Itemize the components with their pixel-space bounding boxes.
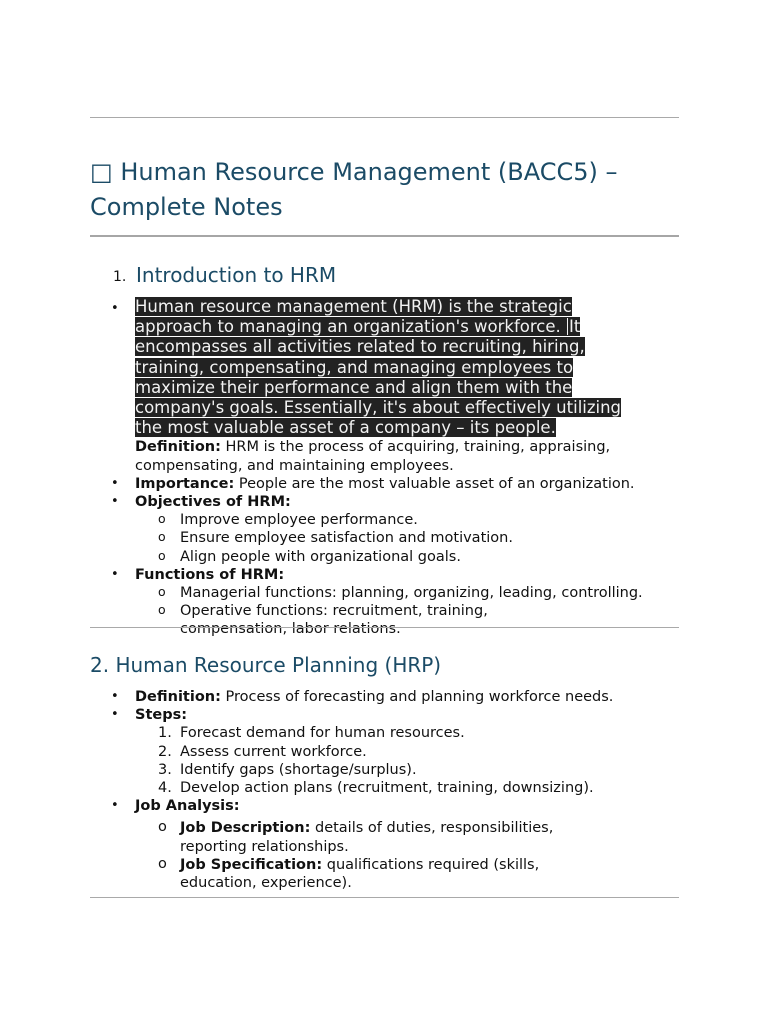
bullet-marker: •	[111, 475, 119, 491]
step-item: Forecast demand for human resources.	[180, 725, 465, 742]
list-item	[90, 493, 690, 511]
job-analysis-label: Job Analysis:	[135, 798, 240, 815]
title-divider	[90, 235, 679, 237]
list-item	[90, 475, 690, 493]
importance-label: Importance:	[135, 475, 235, 492]
list-item	[90, 724, 690, 742]
sub-bullet-marker: o	[158, 602, 166, 618]
step-number: 2.	[158, 743, 172, 760]
list-item	[90, 706, 690, 724]
list-item	[90, 856, 690, 892]
step-number: 4.	[158, 780, 172, 797]
objectives-label: Objectives of HRM:	[135, 494, 291, 511]
objective-item: Improve employee performance.	[180, 512, 418, 529]
objective-item: Ensure employee satisfaction and motivation.	[180, 530, 513, 547]
bullet-marker: •	[111, 566, 119, 582]
step-item: Identify gaps (shortage/surplus).	[180, 761, 417, 778]
function-item: Managerial functions: planning, organizing, leading, controlling.	[180, 585, 643, 602]
section-1-heading-text: Introduction to HRM	[136, 263, 337, 287]
list-item	[90, 297, 690, 475]
list-item	[90, 548, 690, 566]
sub-bullet-marker: o	[158, 855, 167, 872]
list-item	[90, 529, 690, 547]
text-cursor	[567, 318, 568, 335]
section-divider	[90, 627, 679, 628]
selected-text[interactable]: Human resource management (HRM) is the strategic approach to managing an organization's workforce. It encompasses all activities related to recruiting, hiring, training, compensating, and managing employees to maximize their performance and align them with the company's goals. Essentially, it's about effectively utilizing the most valuable asset of a company – its people.	[135, 297, 622, 438]
steps-label: Steps:	[135, 707, 188, 724]
list-item	[90, 602, 690, 638]
job-description-label: Job Description:	[180, 820, 311, 837]
missing-glyph-icon: □	[90, 158, 113, 186]
definition-text: HRM is the process of acquiring, training, appraising, compensating, and maintaining employees.	[135, 439, 611, 474]
bullet-marker: •	[111, 494, 119, 510]
sub-bullet-marker: o	[158, 819, 167, 836]
sub-bullet-marker: o	[158, 511, 166, 527]
list-item	[90, 761, 690, 779]
list-item	[90, 819, 690, 855]
section-1-number: 1.	[113, 269, 127, 285]
bullet-marker: •	[111, 301, 119, 316]
document-title-text: Human Resource Management (BACC5) – Complete Notes	[90, 158, 618, 221]
function-item: Operative functions: recruitment, training, compensation, labor relations.	[180, 603, 488, 638]
step-number: 3.	[158, 761, 172, 778]
bullet-marker: •	[111, 689, 119, 704]
definition-label: Definition:	[135, 439, 221, 456]
section-2-heading: 2. Human Resource Planning (HRP)	[90, 653, 442, 677]
list-item	[90, 779, 690, 797]
list-item	[90, 584, 690, 602]
section-1-list	[90, 297, 690, 639]
list-item	[90, 688, 690, 706]
step-item: Develop action plans (recruitment, training, downsizing).	[180, 780, 594, 797]
document-title	[90, 155, 680, 225]
section-2-list	[90, 688, 690, 892]
top-divider	[90, 117, 679, 118]
importance-text: People are the most valuable asset of an organization.	[234, 475, 635, 492]
sub-bullet-marker: o	[158, 529, 166, 545]
bullet-marker: •	[111, 798, 119, 814]
hrp-definition-label: Definition:	[135, 689, 221, 705]
list-item	[90, 511, 690, 529]
job-specification-text: qualifications required (skills, education, experience).	[180, 856, 540, 892]
list-item	[90, 797, 690, 815]
step-item: Assess current workforce.	[180, 743, 367, 760]
hrp-definition-text: Process of forecasting and planning workforce needs.	[220, 689, 614, 705]
sub-bullet-marker: o	[158, 547, 166, 563]
functions-label: Functions of HRM:	[135, 566, 285, 583]
job-description-text: details of duties, responsibilities, reporting relationships.	[180, 820, 554, 855]
objective-item: Align people with organizational goals.	[180, 548, 461, 565]
sub-bullet-marker: o	[158, 584, 166, 600]
list-item	[90, 743, 690, 761]
list-item	[90, 566, 690, 584]
bullet-marker: •	[111, 707, 119, 723]
section-1-heading	[113, 263, 337, 287]
job-specification-label: Job Specification:	[180, 856, 323, 873]
step-number: 1.	[158, 725, 172, 742]
bottom-divider	[90, 897, 679, 898]
